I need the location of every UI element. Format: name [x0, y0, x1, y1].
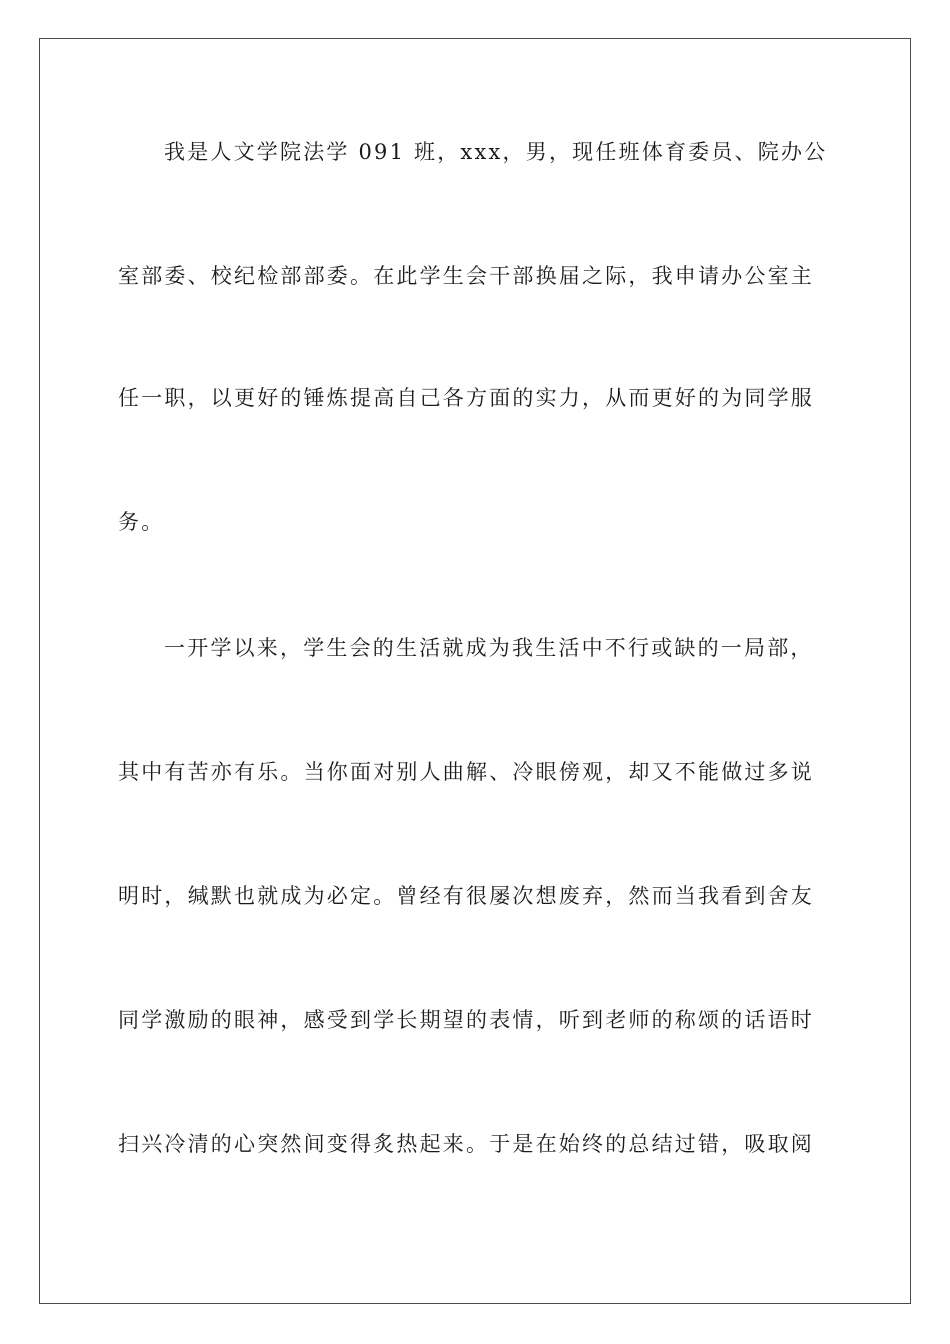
paragraph-2-line-2: 其中有苦亦有乐。当你面对别人曲解、冷眼傍观，却又不能做过多说: [118, 760, 814, 784]
paragraph-2-line-3: 明时，缄默也就成为必定。曾经有很屡次想废弃，然而当我看到舍友: [118, 884, 814, 908]
paragraph-2-line-5: 扫兴冷清的心突然间变得炙热起来。于是在始终的总结过错，吸取阅: [118, 1132, 814, 1156]
paragraph-1-line-2: 室部委、校纪检部部委。在此学生会干部换届之际，我申请办公室主: [118, 264, 814, 288]
page-border: [39, 38, 911, 1304]
paragraph-1-line-3: 任一职，以更好的锤炼提高自己各方面的实力，从而更好的为同学服: [118, 386, 814, 410]
paragraph-1-line-1: 我是人文学院法学 091 班，xxx，男，现任班体育委员、院办公: [164, 140, 828, 164]
paragraph-1-line-4: 务。: [118, 510, 165, 534]
paragraph-2-line-1: 一开学以来，学生会的生活就成为我生活中不行或缺的一局部，: [164, 636, 814, 660]
paragraph-2-line-4: 同学激励的眼神，感受到学长期望的表情，听到老师的称颂的话语时: [118, 1008, 814, 1032]
